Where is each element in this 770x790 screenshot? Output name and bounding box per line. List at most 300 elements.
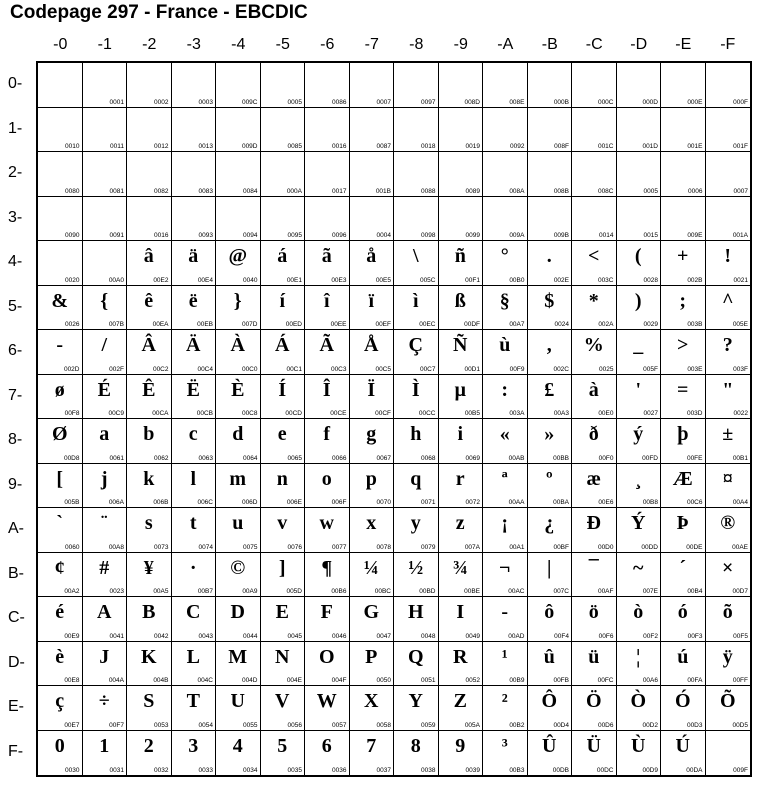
char-code: 009F bbox=[733, 767, 748, 774]
char-cell bbox=[38, 642, 83, 687]
char-glyph: ô bbox=[544, 601, 555, 623]
char-glyph: ¸ bbox=[634, 467, 642, 490]
char-cell bbox=[617, 731, 662, 776]
char-glyph: M bbox=[228, 645, 248, 668]
char-glyph: ¥ bbox=[143, 556, 154, 579]
char-glyph: * bbox=[588, 289, 599, 312]
char-code: 008C bbox=[597, 187, 614, 195]
char-cell bbox=[394, 330, 439, 375]
char-code: 00BD bbox=[419, 588, 436, 595]
char-code: 0032 bbox=[154, 767, 169, 774]
char-glyph: µ bbox=[454, 378, 467, 401]
char-glyph: s bbox=[144, 512, 153, 534]
char-glyph: û bbox=[543, 645, 555, 668]
char-cell bbox=[261, 330, 306, 375]
char-code: 00AA bbox=[508, 499, 525, 506]
char-cell bbox=[83, 597, 128, 642]
char-code: 003B bbox=[687, 321, 703, 328]
char-cell bbox=[172, 731, 217, 776]
char-code: 0011 bbox=[110, 143, 124, 150]
char-cell bbox=[261, 375, 306, 420]
char-code: 00DF bbox=[464, 321, 480, 328]
char-glyph: È bbox=[231, 378, 245, 401]
char-code: 003C bbox=[597, 276, 614, 284]
char-cell bbox=[38, 108, 83, 153]
char-code: 0041 bbox=[109, 632, 124, 640]
char-code: 0016 bbox=[154, 232, 169, 239]
char-code: 0086 bbox=[332, 98, 347, 106]
char-code: 0015 bbox=[643, 232, 658, 239]
char-glyph: ² bbox=[501, 690, 508, 712]
char-glyph: D bbox=[230, 601, 245, 623]
char-code: 0051 bbox=[421, 677, 436, 684]
char-code: 00BC bbox=[374, 588, 391, 595]
char-code: 0083 bbox=[198, 187, 213, 195]
char-code: 00E3 bbox=[331, 276, 347, 284]
char-cell bbox=[83, 464, 128, 509]
char-glyph: R bbox=[453, 645, 468, 668]
char-code: 00A4 bbox=[732, 499, 748, 506]
char-glyph: á bbox=[277, 245, 288, 267]
char-code: 00EB bbox=[197, 321, 213, 328]
char-cell bbox=[261, 686, 306, 731]
char-glyph: © bbox=[230, 556, 246, 579]
char-code: 0019 bbox=[465, 143, 480, 150]
row-header: 0- bbox=[8, 75, 23, 92]
char-glyph: Ø bbox=[51, 423, 68, 445]
char-code: 00AC bbox=[508, 588, 525, 595]
char-code: 0061 bbox=[109, 454, 124, 462]
char-glyph: % bbox=[583, 334, 604, 356]
char-cell bbox=[216, 419, 261, 464]
char-code: 0005 bbox=[643, 187, 658, 195]
char-code: 0088 bbox=[421, 187, 436, 195]
row-header: D- bbox=[8, 653, 25, 671]
char-cell bbox=[127, 197, 172, 242]
char-glyph: ¢ bbox=[54, 556, 65, 579]
char-code: 0081 bbox=[109, 187, 124, 195]
char-code: 0072 bbox=[465, 499, 480, 506]
char-cell bbox=[572, 464, 617, 509]
char-cell bbox=[483, 330, 528, 375]
char-glyph: / bbox=[101, 334, 108, 356]
char-code: 005C bbox=[419, 276, 436, 284]
char-glyph: é bbox=[55, 601, 65, 623]
char-cell bbox=[528, 686, 573, 731]
char-glyph: Á bbox=[275, 334, 290, 356]
char-glyph: @ bbox=[228, 245, 248, 267]
char-glyph: P bbox=[365, 645, 378, 668]
char-code: 00C1 bbox=[286, 365, 302, 373]
char-cell bbox=[216, 642, 261, 687]
char-cell bbox=[661, 286, 706, 331]
char-cell bbox=[483, 375, 528, 420]
char-glyph: 5 bbox=[277, 734, 288, 757]
char-cell bbox=[706, 553, 751, 598]
char-glyph: f bbox=[323, 423, 331, 445]
char-cell bbox=[439, 330, 484, 375]
char-code: 0030 bbox=[65, 767, 80, 774]
char-cell bbox=[661, 553, 706, 598]
char-code: 00EC bbox=[419, 321, 436, 328]
char-code: 000E bbox=[687, 98, 703, 106]
char-code: 0045 bbox=[287, 632, 302, 640]
char-cell bbox=[305, 508, 350, 553]
char-code: 009A bbox=[509, 232, 525, 239]
char-code: 0073 bbox=[154, 543, 169, 551]
char-glyph: ¬ bbox=[499, 556, 511, 579]
char-code: 00D3 bbox=[686, 721, 703, 729]
char-code: 0018 bbox=[421, 143, 436, 150]
char-cell bbox=[439, 419, 484, 464]
char-code: 0031 bbox=[109, 767, 124, 774]
char-code: 00D1 bbox=[464, 365, 480, 373]
char-cell bbox=[394, 731, 439, 776]
char-cell bbox=[261, 464, 306, 509]
char-cell bbox=[172, 508, 217, 553]
char-code: 00FB bbox=[553, 677, 569, 684]
char-code: 004C bbox=[197, 677, 213, 684]
char-code: 0090 bbox=[65, 232, 80, 239]
char-cell bbox=[83, 553, 128, 598]
char-code: 0067 bbox=[376, 454, 391, 462]
char-code: 0002 bbox=[154, 98, 169, 106]
char-code: 0049 bbox=[465, 632, 480, 640]
char-glyph: ] bbox=[278, 556, 286, 579]
char-glyph: C bbox=[186, 601, 201, 623]
char-code: 00BB bbox=[553, 454, 569, 462]
char-code: 0076 bbox=[287, 543, 302, 551]
char-code: 00A0 bbox=[108, 276, 124, 284]
char-code: 0010 bbox=[65, 143, 80, 150]
char-glyph: × bbox=[722, 556, 734, 579]
char-code: 00CD bbox=[285, 410, 302, 417]
char-cell bbox=[617, 108, 662, 153]
char-glyph: þ bbox=[677, 423, 689, 445]
char-cell bbox=[572, 731, 617, 776]
char-glyph: K bbox=[140, 645, 157, 668]
char-cell bbox=[305, 686, 350, 731]
char-glyph: } bbox=[233, 289, 242, 312]
char-glyph: Ã bbox=[319, 334, 334, 356]
char-code: 00C0 bbox=[241, 365, 258, 373]
char-cell bbox=[127, 152, 172, 197]
char-code: 00CA bbox=[152, 410, 169, 417]
char-code: 00A8 bbox=[108, 543, 124, 551]
char-cell bbox=[483, 731, 528, 776]
char-glyph: g bbox=[366, 423, 377, 445]
char-cell bbox=[572, 63, 617, 108]
char-code: 0093 bbox=[198, 232, 213, 239]
char-code: 00CB bbox=[196, 410, 213, 417]
char-glyph: Þ bbox=[676, 512, 689, 534]
char-code: 00A9 bbox=[242, 588, 258, 595]
char-glyph: Ç bbox=[408, 334, 423, 356]
char-glyph: ¿ bbox=[544, 512, 555, 534]
column-header: -F bbox=[720, 36, 736, 53]
char-glyph: t bbox=[189, 512, 197, 534]
char-cell bbox=[83, 286, 128, 331]
char-code: 00B4 bbox=[687, 588, 703, 595]
char-cell bbox=[83, 731, 128, 776]
char-glyph: ` bbox=[56, 512, 64, 534]
char-code: 0084 bbox=[243, 187, 258, 195]
char-code: 008E bbox=[509, 98, 525, 106]
char-code: 0007 bbox=[376, 98, 391, 106]
char-code: 0078 bbox=[376, 543, 391, 551]
char-code: 0091 bbox=[109, 232, 124, 239]
char-cell bbox=[661, 686, 706, 731]
char-cell bbox=[661, 375, 706, 420]
char-cell bbox=[617, 686, 662, 731]
char-cell bbox=[706, 63, 751, 108]
char-glyph: ¤ bbox=[722, 467, 733, 490]
char-cell bbox=[305, 152, 350, 197]
char-cell bbox=[483, 686, 528, 731]
char-cell bbox=[172, 464, 217, 509]
char-code: 007B bbox=[108, 321, 124, 328]
char-glyph: Ä bbox=[186, 334, 201, 356]
char-code: 0069 bbox=[465, 454, 480, 462]
char-cell bbox=[350, 286, 395, 331]
char-cell bbox=[617, 597, 662, 642]
char-code: 0048 bbox=[421, 632, 436, 640]
char-glyph: y bbox=[410, 512, 421, 534]
char-glyph: Ì bbox=[411, 378, 420, 401]
char-glyph: , bbox=[546, 334, 552, 356]
char-glyph: : bbox=[501, 378, 509, 401]
char-code: 002B bbox=[687, 276, 703, 284]
char-code: 006C bbox=[197, 499, 213, 506]
char-glyph: O bbox=[318, 645, 335, 668]
char-glyph: & bbox=[51, 289, 69, 312]
char-code: 0025 bbox=[599, 365, 614, 373]
char-cell bbox=[127, 375, 172, 420]
char-cell bbox=[483, 464, 528, 509]
char-glyph: É bbox=[97, 378, 111, 401]
char-glyph: ï bbox=[368, 289, 375, 312]
char-cell bbox=[394, 152, 439, 197]
char-glyph: â bbox=[143, 245, 154, 267]
column-header: -8 bbox=[409, 36, 424, 53]
char-cell bbox=[127, 642, 172, 687]
char-glyph: Â bbox=[141, 334, 156, 356]
column-header: -4 bbox=[231, 36, 246, 53]
char-cell bbox=[350, 197, 395, 242]
char-cell bbox=[572, 197, 617, 242]
char-code: 00A3 bbox=[553, 410, 569, 417]
char-glyph: ý bbox=[633, 423, 644, 445]
char-cell bbox=[83, 686, 128, 731]
char-code: 0059 bbox=[421, 721, 436, 729]
char-code: 00ED bbox=[285, 321, 302, 328]
char-code: 0070 bbox=[376, 499, 391, 506]
column-header: -E bbox=[675, 36, 692, 53]
char-code: 0038 bbox=[421, 767, 436, 774]
char-cell bbox=[350, 152, 395, 197]
char-code: 00BE bbox=[464, 588, 480, 595]
char-code: 00CC bbox=[418, 410, 436, 417]
char-code: 0036 bbox=[332, 767, 347, 774]
char-code: 00C6 bbox=[686, 499, 703, 506]
char-cell bbox=[38, 330, 83, 375]
char-code: 0055 bbox=[243, 721, 258, 729]
char-code: 0074 bbox=[198, 543, 213, 551]
char-glyph: d bbox=[232, 423, 244, 445]
char-cell bbox=[394, 508, 439, 553]
char-cell bbox=[617, 419, 662, 464]
char-glyph: ÷ bbox=[98, 690, 110, 712]
char-glyph: Y bbox=[408, 690, 423, 712]
char-cell bbox=[661, 152, 706, 197]
char-cell bbox=[38, 508, 83, 553]
char-glyph: Ü bbox=[586, 734, 601, 757]
char-glyph: w bbox=[319, 512, 334, 534]
char-cell bbox=[305, 63, 350, 108]
char-cell bbox=[483, 286, 528, 331]
column-header: -B bbox=[541, 36, 558, 53]
char-code: 00F7 bbox=[109, 721, 124, 729]
char-glyph: ÿ bbox=[722, 645, 733, 668]
char-code: 0080 bbox=[65, 187, 80, 195]
char-cell bbox=[172, 63, 217, 108]
char-glyph: ; bbox=[679, 289, 687, 312]
char-code: 0013 bbox=[198, 143, 213, 150]
char-cell bbox=[305, 375, 350, 420]
char-code: 0004 bbox=[376, 232, 391, 239]
char-code: 00E8 bbox=[64, 677, 80, 684]
char-code: 0098 bbox=[421, 232, 436, 239]
char-glyph: - bbox=[56, 334, 64, 356]
char-cell bbox=[83, 152, 128, 197]
char-glyph: - bbox=[501, 601, 509, 623]
char-cell bbox=[483, 508, 528, 553]
char-code: 00A7 bbox=[509, 321, 525, 328]
char-glyph: [ bbox=[56, 467, 64, 490]
char-cell bbox=[172, 330, 217, 375]
char-cell bbox=[83, 330, 128, 375]
char-cell bbox=[706, 286, 751, 331]
char-glyph: Í bbox=[278, 378, 287, 401]
char-code: 00C7 bbox=[419, 365, 436, 373]
char-code: 00E6 bbox=[598, 499, 614, 506]
char-cell bbox=[350, 241, 395, 286]
char-cell bbox=[706, 108, 751, 153]
char-glyph: > bbox=[677, 334, 689, 356]
char-cell bbox=[572, 108, 617, 153]
char-code: 0001 bbox=[109, 98, 124, 106]
char-cell bbox=[172, 419, 217, 464]
char-cell bbox=[617, 642, 662, 687]
char-code: 0050 bbox=[376, 677, 391, 684]
char-glyph: _ bbox=[633, 334, 644, 356]
char-code: 008D bbox=[464, 98, 480, 106]
char-cell bbox=[83, 642, 128, 687]
char-code: 0040 bbox=[243, 276, 258, 284]
char-glyph: A bbox=[97, 601, 112, 623]
char-cell bbox=[528, 464, 573, 509]
char-cell bbox=[172, 686, 217, 731]
char-glyph: ë bbox=[188, 289, 198, 312]
char-code: 0017 bbox=[332, 187, 347, 195]
char-code: 0068 bbox=[421, 454, 436, 462]
char-cell bbox=[38, 419, 83, 464]
char-code: 004F bbox=[331, 677, 347, 684]
char-code: 00C5 bbox=[375, 365, 391, 373]
char-code: 0066 bbox=[332, 454, 347, 462]
char-code: 0054 bbox=[198, 721, 213, 729]
char-code: 003E bbox=[687, 365, 703, 373]
char-cell bbox=[394, 197, 439, 242]
char-glyph: 1 bbox=[99, 734, 110, 757]
char-glyph: 9 bbox=[455, 734, 466, 757]
char-cell bbox=[661, 597, 706, 642]
char-code: 00FE bbox=[686, 454, 703, 462]
char-cell bbox=[261, 286, 306, 331]
char-glyph: ( bbox=[634, 245, 642, 267]
char-code: 005B bbox=[64, 499, 80, 506]
char-code: 00F4 bbox=[554, 632, 569, 640]
char-code: 006A bbox=[108, 499, 124, 506]
char-glyph: u bbox=[232, 512, 244, 534]
char-code: 0028 bbox=[643, 276, 658, 284]
char-code: 00A5 bbox=[153, 588, 169, 595]
char-cell bbox=[127, 330, 172, 375]
char-code: 001D bbox=[642, 143, 658, 150]
char-glyph: à bbox=[588, 378, 599, 401]
char-cell bbox=[38, 597, 83, 642]
char-cell bbox=[172, 375, 217, 420]
char-code: 0012 bbox=[154, 143, 169, 150]
char-cell bbox=[572, 419, 617, 464]
char-glyph: ª bbox=[501, 467, 508, 490]
char-code: 001B bbox=[375, 187, 391, 195]
char-code: 005F bbox=[643, 365, 658, 373]
char-code: 00F6 bbox=[598, 632, 614, 640]
char-cell bbox=[38, 731, 83, 776]
char-code: 00A1 bbox=[509, 543, 525, 551]
char-cell bbox=[617, 197, 662, 242]
char-cell bbox=[394, 63, 439, 108]
char-code: 00D4 bbox=[553, 721, 569, 729]
char-glyph: . bbox=[546, 245, 552, 267]
char-cell bbox=[617, 241, 662, 286]
char-code: 0092 bbox=[510, 143, 525, 150]
char-glyph: 0 bbox=[54, 734, 65, 757]
char-cell bbox=[706, 686, 751, 731]
char-glyph: À bbox=[230, 334, 245, 356]
char-code: 001E bbox=[687, 143, 703, 150]
char-code: 00F0 bbox=[598, 454, 614, 462]
char-code: 000C bbox=[597, 98, 614, 106]
char-cell bbox=[661, 63, 706, 108]
char-code: 00B6 bbox=[331, 588, 347, 595]
char-code: 00E7 bbox=[64, 721, 80, 729]
char-cell bbox=[216, 63, 261, 108]
char-glyph: Æ bbox=[672, 467, 693, 490]
char-cell bbox=[617, 330, 662, 375]
char-glyph: Û bbox=[542, 734, 557, 757]
row-header: A- bbox=[8, 520, 24, 537]
char-cell bbox=[483, 597, 528, 642]
char-code: 0077 bbox=[332, 543, 347, 551]
char-cell bbox=[38, 553, 83, 598]
char-code: 00BA bbox=[553, 499, 569, 506]
char-code: 0095 bbox=[287, 232, 302, 239]
char-code: 005A bbox=[464, 721, 480, 729]
char-cell bbox=[528, 286, 573, 331]
char-code: 0062 bbox=[154, 454, 169, 462]
